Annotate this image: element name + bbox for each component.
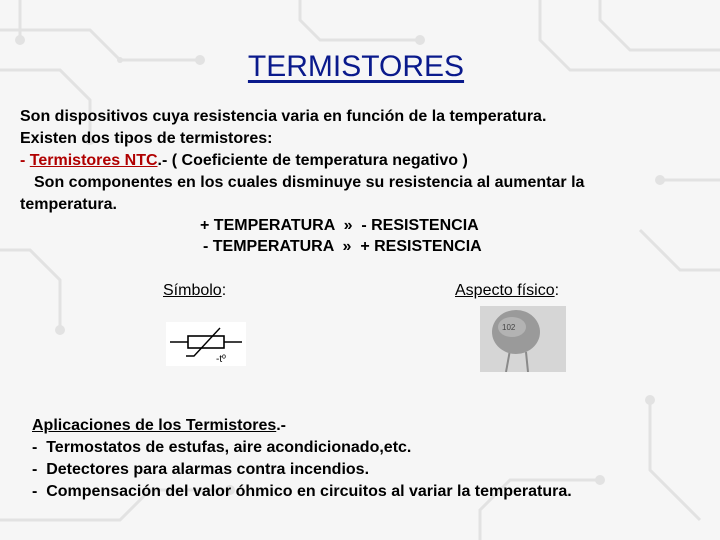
applications-heading-suffix: .- <box>276 417 287 434</box>
ntc-prefix: - <box>20 152 30 169</box>
ntc-description-1: Son componentes en los cuales disminuye su resistencia al aumentar la <box>34 174 585 191</box>
intro-line-1: Son dispositivos cuya resistencia varia en función de la temperatura. <box>20 108 547 125</box>
symbol-label <box>163 282 226 300</box>
application-item-3: - Compensación del valor óhmico en circuitos al variar la temperatura. <box>32 483 572 500</box>
thermistor-symbol <box>166 322 246 366</box>
ntc-name: Termistores NTC <box>29 152 158 169</box>
intro-line-2: Existen dos tipos de termistores: <box>20 130 273 147</box>
ntc-heading <box>20 152 468 170</box>
rule-1: + TEMPERATURA » - RESISTENCIA <box>200 217 479 234</box>
applications-heading-text: Aplicaciones de los Termistores <box>32 417 277 434</box>
aspect-label <box>455 282 559 300</box>
aspect-label-colon: : <box>554 282 560 299</box>
temperature-mark: -tº <box>216 354 226 365</box>
application-item-2: - Detectores para alarmas contra incendios. <box>32 461 370 478</box>
symbol-label-colon: : <box>221 282 227 299</box>
symbol-label-text: Símbolo <box>163 282 222 299</box>
ntc-description-2: temperatura. <box>20 196 117 213</box>
application-item-1: - Termostatos de estufas, aire acondicionado,etc. <box>32 439 412 456</box>
component-marking: 102 <box>502 323 516 332</box>
applications-heading <box>32 417 286 435</box>
aspect-label-text: Aspecto físico <box>455 282 555 299</box>
thermistor-photo <box>480 306 566 372</box>
ntc-suffix: .- ( Coeficiente de temperatura negativo ) <box>157 152 468 169</box>
rule-2: - TEMPERATURA » + RESISTENCIA <box>203 238 482 255</box>
page-title: TERMISTORES <box>247 50 465 83</box>
